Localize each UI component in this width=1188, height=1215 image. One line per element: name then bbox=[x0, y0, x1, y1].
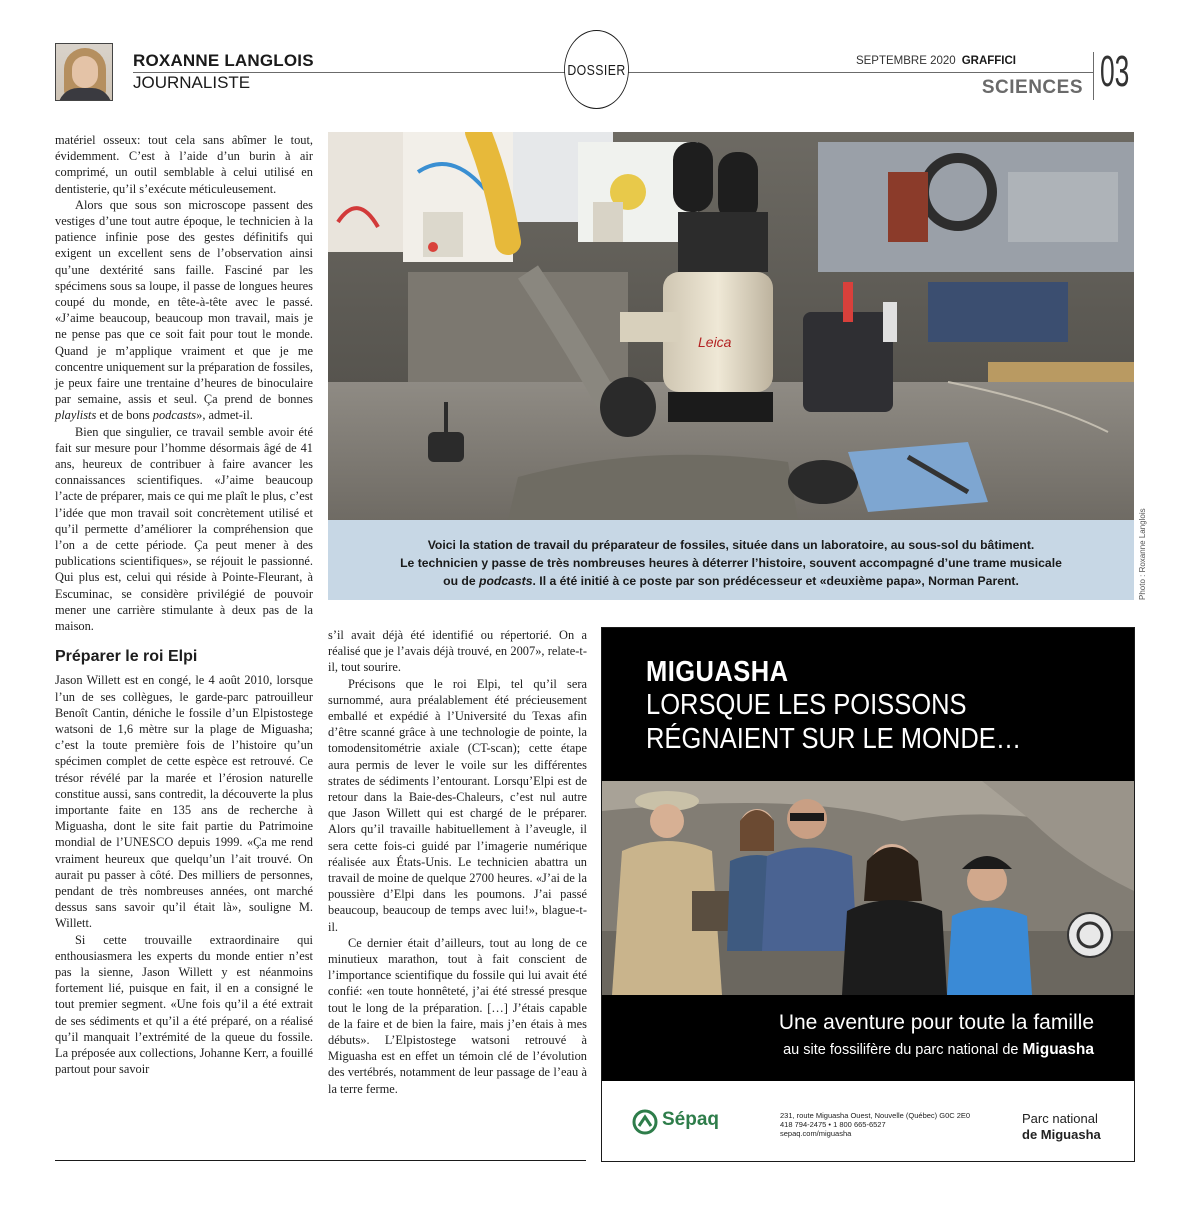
father-shirt bbox=[762, 848, 857, 952]
tool-tray bbox=[928, 282, 1068, 342]
photo-caption bbox=[328, 520, 1134, 600]
family-photo bbox=[602, 781, 1134, 995]
park-name-line1: Parc national bbox=[1022, 1111, 1098, 1126]
ad-subtagline bbox=[783, 1041, 1094, 1059]
lab-workstation-photo bbox=[328, 132, 1134, 520]
ad-subtag-bold: Miguasha bbox=[1022, 1041, 1094, 1058]
paragraph bbox=[55, 197, 313, 424]
tool-cup bbox=[803, 312, 893, 412]
paragraph: Précisons que le roi Elpi, tel qu’il sera surnommé, aura préalablement été précieusement emballé et expédié à l’Université du Texas afin d’être scanné grâce à une technologie de pointe, la tomodensitométrie axiale (CT-scan); cette étape aura permis de lever le voile sur les différentes strates de sédiments l’entourant. Lorsqu’Elpi est de retour dans la Baie-des-Chaleurs, c’est nul autre que Jason Willett qui est chargé de le préparer. Alors qu’il travaille habituellement à l’aveugle, il sera cette fois-ci guidé par l’imagerie numérique réalisée aux États-Unis. Le technicien abattra un travail de moine de quelque 2700 heures. «J’ai de la poussière d’Elpi dans les poumons. J’ai passé beaucoup, beaucoup de temps avec lui!», blague-t-il. bbox=[328, 676, 587, 934]
mother-top bbox=[842, 900, 947, 995]
rubber-pad bbox=[788, 460, 858, 504]
tool-stand bbox=[428, 432, 464, 462]
column-bottom-rule bbox=[55, 1160, 586, 1161]
section-title: SCIENCES bbox=[981, 77, 1083, 98]
caption-line: Le technicien y passe de très nombreuses heures à déterrer l’histoire, souvent accompagné d’une trame musicale bbox=[400, 556, 1062, 570]
microscope-brand: Leica bbox=[698, 334, 732, 350]
page-number: 03 bbox=[1100, 47, 1130, 96]
paragraph: s’il avait déjà été identifié ou répertorié. On a réalisé que je l’avais déjà trouvé, en 2007», relate-t-il, tout sourire. bbox=[328, 628, 587, 675]
ad-headline-line: LORSQUE LES POISSONS bbox=[646, 689, 967, 721]
ad-brand: MIGUASHA bbox=[646, 656, 789, 688]
ad-address bbox=[780, 1111, 970, 1138]
sepaq-wordmark: Sépaq bbox=[662, 1109, 720, 1130]
boy-shirt bbox=[947, 908, 1032, 996]
paragraph: Ce dernier était d’ailleurs, tout au long de ce minutieux marathon, tout à fait conscient de l’importance scientifique du fossile qui lui avait été confié: «en toute honnêteté, j’ai été stressé presque tout le long de la préparation. […] J’étais capable de la faire et de bien la faire, mais j’en étais à mes débuts». L’Elpistostege watsoni retrouvé à Miguasha est en effet un témoin clé de l’évolution des vertébrés, notamment de leur passage de l’eau à la terre ferme. bbox=[328, 935, 587, 1096]
author-name: ROXANNE LANGLOIS bbox=[133, 51, 314, 70]
article-column-2 bbox=[328, 627, 587, 1097]
light-head bbox=[600, 377, 656, 437]
caption-line: Voici la station de travail du préparateur de fossiles, située dans un laboratoire, au sous-sol du bâtiment. bbox=[427, 538, 1035, 552]
author-role: JOURNALISTE bbox=[133, 73, 251, 92]
miguasha-advertisement[interactable] bbox=[601, 627, 1135, 1162]
caption-text: . Il a été initié à ce poste par son prédécesseur et «deuxième papa», Norman Parent. bbox=[532, 574, 1019, 588]
emphasis: playlists bbox=[55, 408, 97, 423]
paragraph: Bien que singulier, ce travail semble avoir été fait sur mesure pour l’homme désormais âgé de 41 ans, heureux de contribuer à faire avancer les connaissances scientifiques. «J’aime beaucoup l’acte de préparer, mais ce qui me plaît le plus, c’est l’idée que mon travail soit concrètement utilisé et qu’il permette d’améliorer la compréhension que l’on a de cette période. Ça peut mener à des publications scientifiques», se réjouit le passionné. Qui plus est, celui qui réside à Pointe-Fleurant, à Escuminac, se considère privilégié de pouvoir mener une carrière stimulante à deux pas de la maison. bbox=[55, 424, 313, 634]
ad-website-link[interactable]: sepaq.com/miguasha bbox=[780, 1129, 852, 1138]
publication-brand: GRAFFICI bbox=[961, 55, 1016, 67]
blue-cloth bbox=[848, 442, 988, 512]
binocular-head bbox=[678, 212, 768, 272]
ad-subtag-text: au site fossilifère du parc national de bbox=[783, 1042, 1023, 1058]
hanging-tools bbox=[888, 172, 928, 242]
eyepiece-left bbox=[673, 142, 713, 212]
caption-emphasis: podcasts bbox=[479, 574, 533, 588]
drawing-1 bbox=[328, 132, 408, 252]
article-column-1 bbox=[55, 132, 313, 1077]
caption-line bbox=[328, 572, 1134, 590]
header-divider bbox=[1093, 52, 1094, 100]
eyepiece-right bbox=[718, 152, 758, 222]
objective-ring bbox=[668, 392, 773, 422]
caption-text: ou de bbox=[443, 574, 480, 588]
issue-date-text: SEPTEMBRE 2020 bbox=[855, 55, 956, 67]
avatar-face bbox=[72, 56, 98, 88]
text: et de bons bbox=[96, 408, 153, 423]
author-avatar bbox=[55, 43, 113, 101]
issue-date bbox=[856, 55, 1016, 67]
text: Alors que sous son microscope passent des vestiges d’une tout autre époque, le technicien à la patience infinie pose des gestes définitifs qui exigent un excellent sens de l’observation ainsi qu’une dextérité sans faille. Fasciné par les spécimens sous sa loupe, il passe de longues heures coupé du monde, en tête-à-tête avec le passé. «J’aime beaucoup, beaucoup mon travail, mais je ne pense pas que ce soit fait pour tout le monde. Quand je m’applique vraiment et que je me concentre uniquement sur la préparation de fossiles, je peux faire une trentaine d’heures de binoculaire par semaine, assis et seul. Ça prend de bonnes bbox=[55, 197, 313, 407]
subheading: Préparer le roi Elpi bbox=[55, 648, 198, 666]
family-photo-illustration bbox=[602, 781, 1134, 995]
lab-photo-illustration bbox=[328, 132, 1134, 520]
sepaq-logo-icon bbox=[632, 1109, 658, 1135]
ad-footer bbox=[602, 1081, 1134, 1161]
unesco-emblem bbox=[1068, 913, 1112, 957]
ad-headline bbox=[646, 688, 1021, 756]
park-name-line2: de Miguasha bbox=[1022, 1127, 1101, 1142]
text: », admet-il. bbox=[196, 408, 253, 423]
ad-headline-line: RÉGNAIENT SUR LE MONDE… bbox=[646, 723, 1022, 755]
paragraph: Jason Willett est en congé, le 4 août 2010, lorsque l’un de ses collègues, le garde-parc patrouilleur Benoît Cantin, déniche le fossile d’un Elpistostege watsoni de 1,6 mètre sur la plage de Miguasha; c’est la toute première fois de l’histoire qu’un spécimen complet de cette espèce est retrouvé. Ce trésor révélé par la marée et l’érosion naturelle constitue aussi, sans contredit, la découverte la plus importante faite en 135 ans de recherche à Miguasha, dont le site fait partie du Patrimoine mondial de l’UNESCO depuis 1999. «Ça me rend vraiment heureux que quelqu’un l’ait trouvé. On aurait pu passer à côté. Des milliers de personnes, pendant de très nombreuses années, ont marché dessus sans savoir qu’il était là», souligne M. Willett. bbox=[55, 673, 313, 931]
emphasis: podcasts bbox=[152, 408, 197, 423]
section-badge: DOSSIER bbox=[564, 30, 629, 109]
photo-credit: Photo : Roxanne Langlois bbox=[1138, 508, 1147, 600]
paragraph: matériel osseux: tout cela sans abîmer le tout, évidemment. C’est à l’aide d’un burin à air comprimé, un outil semblable à celui utilisé en dentisterie, qu’il s’exécute méticuleusement. bbox=[55, 133, 313, 196]
ad-address-line: 231, route Miguasha Ouest, Nouvelle (Québec) G0C 2E0 bbox=[780, 1111, 971, 1120]
ad-phone-line: 418 794-2475 • 1 800 665-6527 bbox=[780, 1120, 886, 1129]
control-box bbox=[423, 212, 463, 257]
microscope-mount bbox=[620, 312, 680, 342]
ad-tagline: Une aventure pour toute la famille bbox=[778, 1011, 1094, 1034]
paragraph: Si cette trouvaille extraordinaire qui enthousiasmera les experts du monde entier n’est pas la sienne, Jason Willett y est néanmoins fortement lié, puisque en fait, il en a consigné le tout premier segment. «Une fois qu’il a été extrait de ses sédiments et qu’il a été préparé, on a réalisé qu’il manquait l’extrémité de la queue du fossile. La préposée aux collections, Johanne Kerr, a fouillé partout pour savoir bbox=[55, 932, 313, 1077]
